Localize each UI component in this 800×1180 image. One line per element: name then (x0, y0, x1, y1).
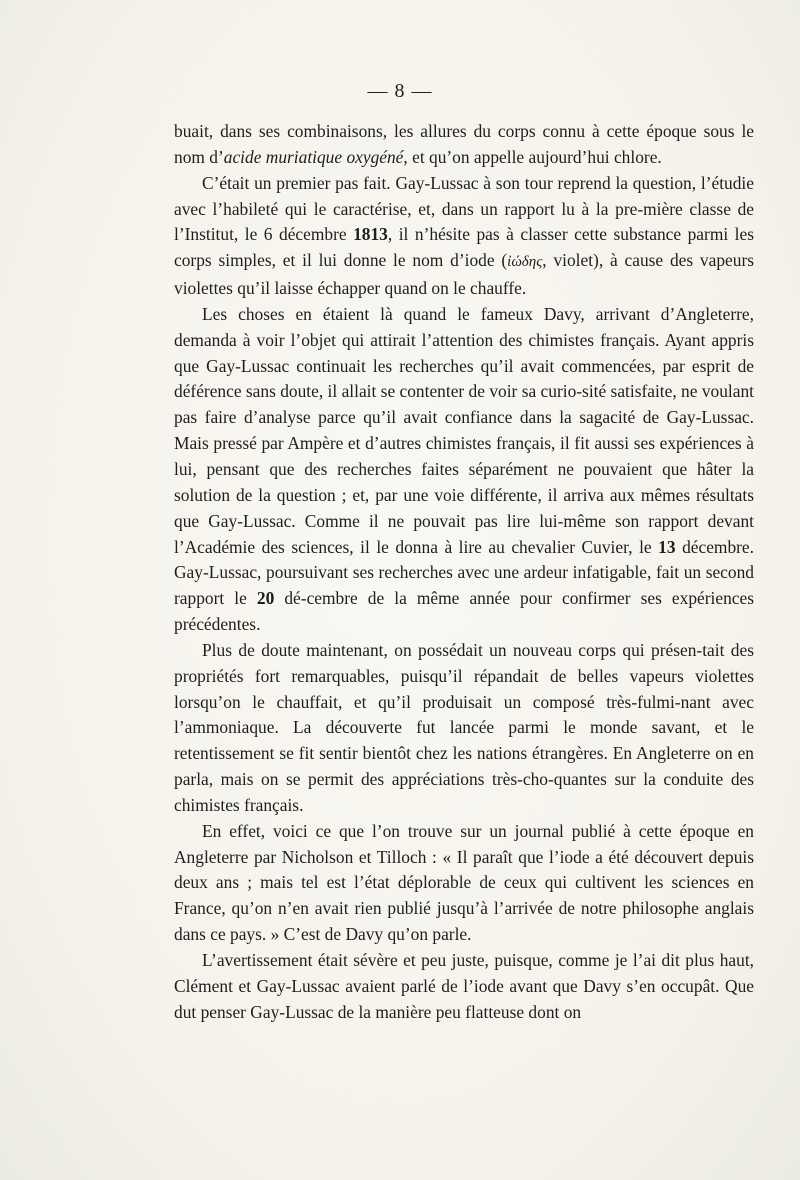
text-run: , violet), à cause des vapeurs violettes qu’il laisse échapper quand on le chauffe. (174, 250, 755, 299)
text-run: , et qu’on appelle aujourd’hui chlore. (403, 146, 662, 167)
page-number: — 8 — (367, 80, 433, 102)
body-text (174, 119, 754, 1026)
italic-term: acide muriatique oxygéné (223, 146, 404, 167)
paragraph (174, 819, 754, 948)
paragraph (174, 302, 754, 638)
text-run: Les choses en étaient là quand le fameux Davy, arrivant d’Angleterre, demanda à voir l’objet qui attirait l’attention des chimistes français. Ayant appris que Gay-Lussac continuait les recherches qu’il avait commencées, par esprit de déférence sans doute, il allait se contenter de voir sa curio-sité satisfaite, ne voulant pas faire d’analyse parce qu’il avait confiance dans la sagacité de Gay-Lussac. Mais pressé par Ampère et d’autres chimistes français, il fit aussi ses expériences à lui, pensant que des recherches faites séparément ne pouvaient que hâter la solution de la question ; et, par une voie différente, il arriva aux mêmes résultats que Gay-Lussac. Comme il ne pouvait pas lire lui-même son rapport devant l’Académie des sciences, il le donna à lire au chevalier Cuvier, le (174, 303, 754, 557)
paragraph (174, 948, 754, 1026)
paragraph (174, 171, 754, 302)
text-run: En effet, voici ce que l’on trouve sur un journal publié à cette époque en Angleterre par Nicholson et Tilloch : « Il paraît que l’iode a été découvert depuis deux ans ; mais tel est l’état déplorable de ceux qui cultivent les sciences en France, qu’on n’en avait rien publié jusqu’à l’arrivée de notre philosophe anglais dans ce pays. » C’est de Davy qu’on parle. (174, 820, 754, 945)
greek-word: ἰώδης (507, 254, 543, 271)
text-run: C’était un premier pas fait. Gay-Lussac à son tour reprend la question, l’étudie avec l’habileté qui le caractérise, et, dans un rapport lu à la pre-mière classe de l’Institut, le 6 décembre (174, 172, 754, 245)
date-number: 1813 (353, 224, 388, 245)
paragraph (174, 638, 754, 819)
date-number: 20 (256, 588, 275, 609)
text-run: Plus de doute maintenant, on possédait un nouveau corps qui présen-tait des propriétés fort remarquables, puisqu’il répandait de belles vapeurs violettes lorsqu’on le chauffait, et qu’il produisait un composé très-fulmi-nant avec l’ammoniaque. La découverte fut lancée parmi le monde savant, et le retentissement se fit sentir bientôt chez les nations étrangères. En Angleterre on en parla, mais on se permit des appréciations très-cho-quantes sur la conduite des chimistes français. (174, 639, 754, 815)
text-run: L’avertissement était sévère et peu juste, puisque, comme je l’ai dit plus haut, Clément et Gay-Lussac avaient parlé de l’iode avant que Davy s’en occupât. Que dut penser Gay-Lussac de la manière peu flatteuse dont on (174, 950, 754, 1022)
text-run: buait, dans ses combinaisons, les allures du corps connu à cette époque sous le nom d’ (174, 121, 754, 167)
paragraph (174, 119, 754, 171)
text-run: dé-cembre de la même année pour confirmer ses expériences précédentes. (174, 588, 754, 635)
text-run: décembre. Gay-Lussac, poursuivant ses recherches avec une ardeur infatigable, fait un second rapport le (174, 536, 755, 609)
date-number: 13 (658, 536, 676, 557)
text-run: , il n’hésite pas à classer cette substance parmi les corps simples, et il lui donne le nom d’iode ( (174, 224, 754, 271)
